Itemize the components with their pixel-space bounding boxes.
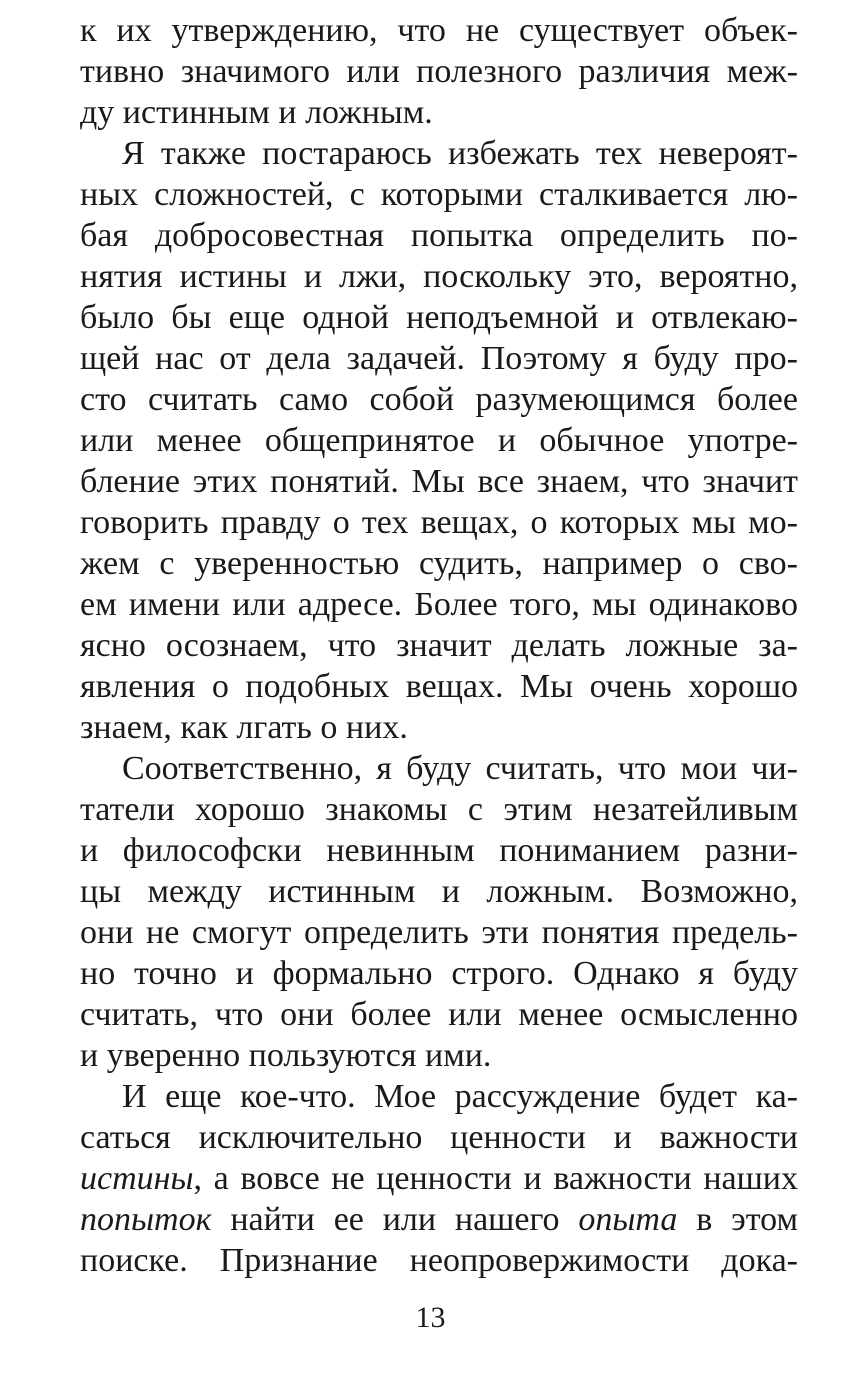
italic-text: попыток — [80, 1201, 212, 1238]
text-line — [80, 625, 798, 666]
text-segment: , а вовсе не ценности и важности наших — [193, 1160, 798, 1197]
text-segment: найти ее или нашего — [211, 1201, 579, 1238]
text-line — [80, 133, 798, 174]
text-segment: было бы еще одной неподъемной и отвлекаю- — [80, 299, 798, 336]
text-segment: саться исключительно ценности и важности — [80, 1119, 798, 1156]
text-segment: И еще кое-что. Мое рассуждение будет ка- — [122, 1078, 798, 1115]
text-segment: бление этих понятий. Мы все знаем, что значит — [80, 463, 798, 500]
text-line — [80, 912, 798, 953]
text-line — [80, 51, 798, 92]
text-segment: считать, что они более или менее осмысленно — [80, 996, 798, 1033]
text-segment: говорить правду о тех вещах, о которых мы мо- — [80, 504, 798, 541]
text-segment: бая добросовестная попытка определить по- — [80, 217, 798, 254]
text-segment: щей нас от дела задачей. Поэтому я буду про- — [80, 340, 798, 377]
text-segment: и философски невинным пониманием разни- — [80, 832, 798, 869]
text-line — [80, 420, 798, 461]
text-line — [80, 256, 798, 297]
text-segment: или менее общепринятое и обычное употре- — [80, 422, 798, 459]
text-line — [80, 461, 798, 502]
text-segment: к их утверждению, что не существует объек- — [80, 12, 798, 49]
paragraph — [80, 133, 798, 748]
text-line — [80, 707, 798, 748]
page-body — [80, 10, 798, 1281]
text-line — [80, 666, 798, 707]
text-line — [80, 1158, 798, 1199]
text-segment: татели хорошо знакомы с этим незатейливым — [80, 791, 798, 828]
paragraph — [80, 10, 798, 133]
text-line — [80, 584, 798, 625]
text-line — [80, 1076, 798, 1117]
text-segment: ных сложностей, с которыми сталкивается лю- — [80, 176, 798, 213]
text-segment: и уверенно пользуются ими. — [80, 1037, 492, 1074]
paragraph — [80, 748, 798, 1076]
italic-text: опыта — [578, 1201, 678, 1238]
text-segment: они не смогут определить эти понятия предель- — [80, 914, 798, 951]
text-line — [80, 10, 798, 51]
text-segment: нятия истины и лжи, поскольку это, вероятно, — [80, 258, 798, 295]
text-line — [80, 502, 798, 543]
text-line — [80, 748, 798, 789]
text-segment: поиске. Признание неопровержимости дока- — [80, 1242, 798, 1279]
text-line — [80, 297, 798, 338]
paragraph — [80, 1076, 798, 1281]
text-line — [80, 1199, 798, 1240]
text-line — [80, 1240, 798, 1281]
text-segment: тивно значимого или полезного различия меж- — [80, 53, 798, 90]
text-line — [80, 830, 798, 871]
text-segment: ем имени или адресе. Более того, мы одинаково — [80, 586, 798, 623]
text-line — [80, 953, 798, 994]
text-line — [80, 789, 798, 830]
text-line — [80, 174, 798, 215]
text-segment: Соответственно, я буду считать, что мои чи- — [122, 750, 798, 787]
text-segment: жем с уверенностью судить, например о сво- — [80, 545, 798, 582]
text-line — [80, 338, 798, 379]
text-segment: знаем, как лгать о них. — [80, 709, 408, 746]
text-line — [80, 871, 798, 912]
text-segment: сто считать само собой разумеющимся более — [80, 381, 798, 418]
italic-text: истины — [80, 1160, 194, 1197]
text-segment: ясно осознаем, что значит делать ложные за- — [80, 627, 798, 664]
text-segment: явления о подобных вещах. Мы очень хорошо — [80, 668, 798, 705]
text-line — [80, 215, 798, 256]
page-number: 13 — [415, 1301, 446, 1334]
text-segment: ду истинным и ложным. — [80, 94, 433, 131]
text-line — [80, 379, 798, 420]
text-segment: в этом — [677, 1201, 798, 1238]
text-segment: цы между истинным и ложным. Возможно, — [80, 873, 798, 910]
text-line — [80, 543, 798, 584]
text-line — [80, 92, 798, 133]
text-line — [80, 994, 798, 1035]
text-segment: но точно и формально строго. Однако я буду — [80, 955, 798, 992]
text-segment: Я также постараюсь избежать тех невероят- — [122, 135, 798, 172]
text-line — [80, 1035, 798, 1076]
text-line — [80, 1117, 798, 1158]
